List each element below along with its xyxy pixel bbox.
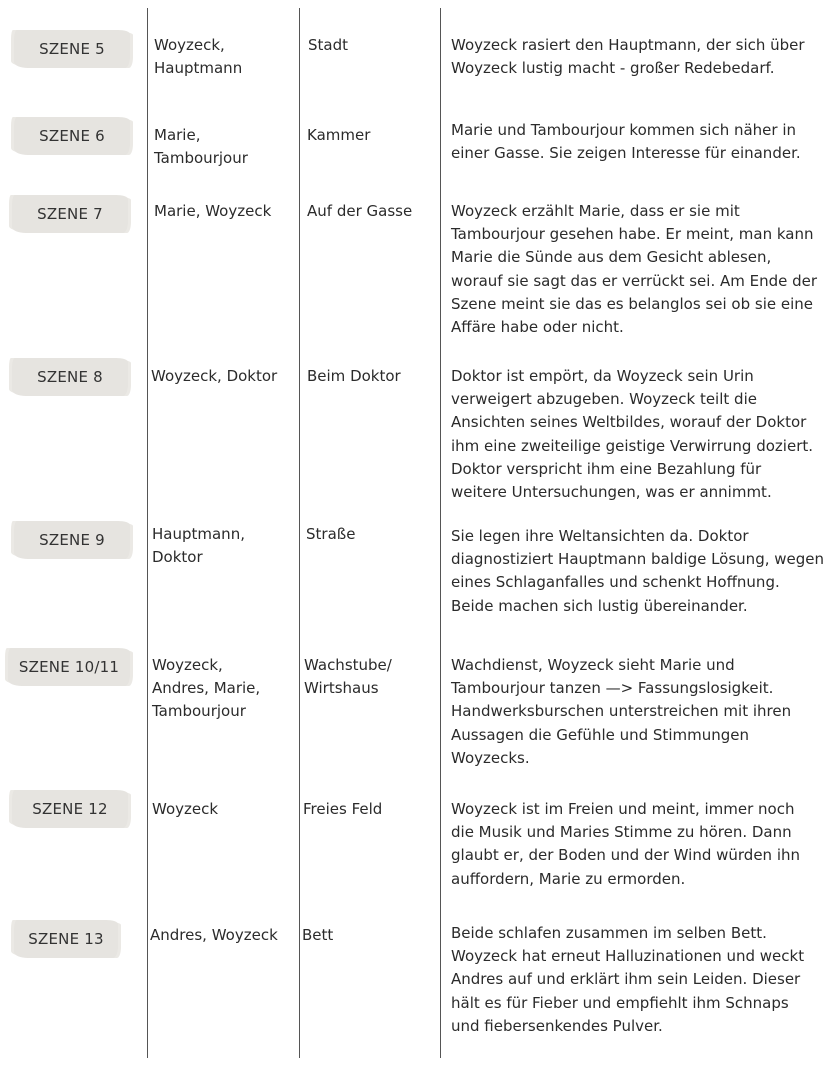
column-divider-3 [440, 8, 441, 1058]
scene-place: Kammer [307, 126, 371, 144]
scene-place: Stadt [308, 36, 348, 54]
scene-description: Woyzeck erzählt Marie, dass er sie mit Tambourjour gesehen habe. Er meint, man kann Marie die Sünde aus dem Gesicht ablesen, worauf sie sagt das er verrückt sei. Am Ende der Szene meint sie das es belanglos sei ob sie eine Affäre habe oder nicht. [451, 202, 818, 337]
scene-place: Straße [306, 525, 356, 543]
scene-description: Woyzeck ist im Freien und meint, immer noch die Musik und Maries Stimme zu hören. Dann glaubt er, der Boden und der Wind würden ihn auffordern, Marie zu ermorden. [451, 800, 801, 888]
scene-place: Freies Feld [303, 800, 383, 818]
scene-label: SZENE 12 [12, 790, 128, 828]
scene-persons: Marie, Tambourjour [154, 126, 248, 167]
scene-label: SZENE 7 [12, 195, 128, 233]
scene-persons: Andres, Woyzeck [150, 926, 278, 944]
scene-persons: Woyzeck, Andres, Marie, Tambourjour [152, 656, 261, 720]
scene-description: Wachdienst, Woyzeck sieht Marie und Tambourjour tanzen —> Fassungslosigkeit. Handwerksburschen unterstreichen mit ihren Aussagen die Gefühle und Stimmungen Woyzecks. [451, 656, 792, 767]
scene-persons: Woyzeck, Doktor [151, 367, 278, 385]
scene-place: Beim Doktor [307, 367, 401, 385]
scene-description: Woyzeck rasiert den Hauptmann, der sich über Woyzeck lustig macht - großer Redebedarf. [451, 36, 805, 78]
scene-label: SZENE 8 [12, 358, 128, 396]
scene-place: Wachstube/ Wirtshaus [304, 656, 392, 697]
scene-description: Marie und Tambourjour kommen sich näher in einer Gasse. Sie zeigen Interesse für einander. [451, 121, 801, 163]
scene-persons: Woyzeck, Hauptmann [154, 36, 243, 77]
scene-description: Doktor ist empört, da Woyzeck sein Urin verweigert abzugeben. Woyzeck teilt die Ansichten seines Weltbildes, worauf der Doktor ihm eine zweiteilige geistige Verwirrung doziert. Doktor verspricht ihm eine Bezahlung für weitere Untersuchungen, was er annimmt. [451, 367, 814, 502]
scene-persons: Marie, Woyzeck [154, 202, 272, 220]
scene-label: SZENE 5 [14, 30, 130, 68]
scene-label: SZENE 10/11 [8, 648, 130, 686]
scene-label: SZENE 6 [14, 117, 130, 155]
column-divider-1 [147, 8, 148, 1058]
scene-persons: Woyzeck [152, 800, 219, 818]
scene-place: Auf der Gasse [307, 202, 413, 220]
scene-persons: Hauptmann, Doktor [152, 525, 245, 566]
scene-description: Sie legen ihre Weltansichten da. Doktor diagnostiziert Hauptmann baldige Lösung, wegen eines Schlaganfalles und schenkt Hoffnung. Beide machen sich lustig übereinander. [451, 527, 825, 615]
scene-label: SZENE 9 [14, 521, 130, 559]
scene-place: Bett [302, 926, 334, 944]
scene-label: SZENE 13 [14, 920, 118, 958]
column-divider-2 [299, 8, 300, 1058]
scene-description: Beide schlafen zusammen im selben Bett. Woyzeck hat erneut Halluzinationen und weckt Andres auf und erklärt ihm sein Leiden. Dieser hält es für Fieber und empfiehlt ihm Schnaps und fiebersenkendes Pulver. [451, 924, 805, 1035]
